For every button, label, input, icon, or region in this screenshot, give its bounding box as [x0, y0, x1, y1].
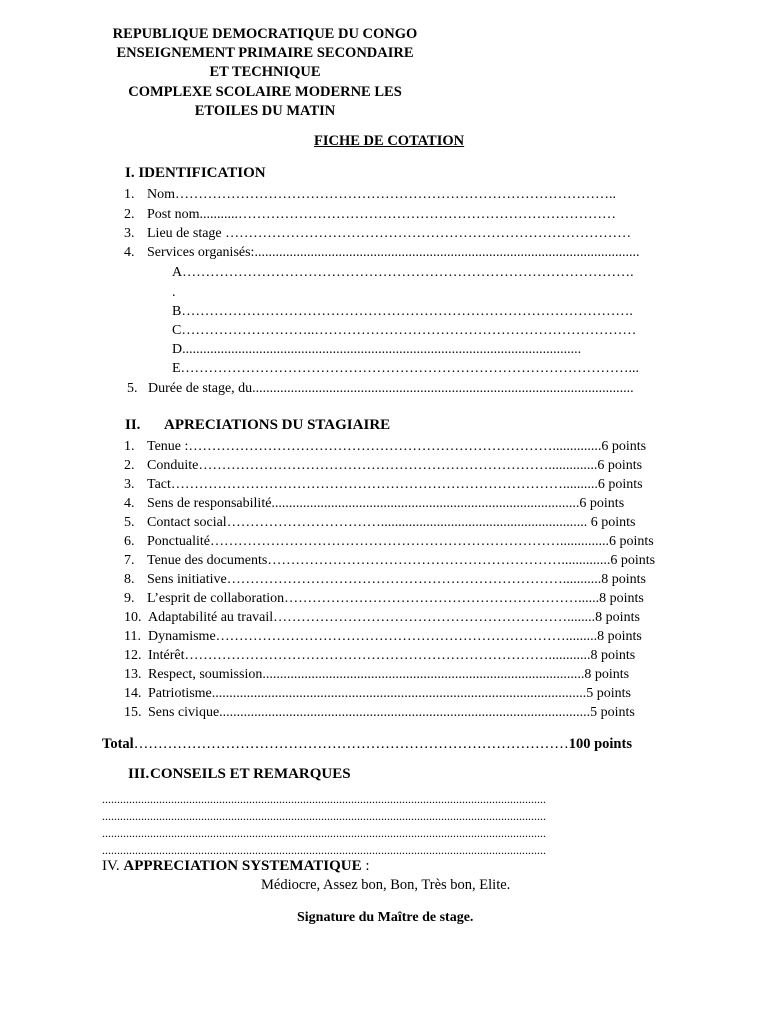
list-number: 13. [124, 667, 142, 682]
list-item-text: Intérêt……………………………………………………………………............8 points [148, 648, 636, 663]
list-number: 15. [124, 705, 142, 720]
section-conseils-heading [128, 766, 351, 783]
list-item-text: Ponctualité…………………………………………………………………..............6 points [147, 534, 654, 549]
list-item-text: Lieu de stage …………………………………………………………………………… [147, 226, 632, 241]
header-line-ministry: ENSEIGNEMENT PRIMAIRE SECONDAIRE [116, 45, 414, 61]
service-field: C………………………..…………………………………………………………… [172, 323, 637, 338]
criterion-row [124, 685, 689, 703]
list-item-text: Contact social……………………………........................................................... 6 points [147, 515, 636, 530]
appreciation-options: Médiocre, Assez bon, Bon, Très bon, Elite. [261, 877, 511, 893]
list-number: 2. [124, 458, 135, 473]
header-line-ministry-2: ET TECHNIQUE [209, 64, 321, 80]
list-number: 10. [124, 610, 142, 625]
list-number: 7. [124, 553, 135, 568]
list-number: 4. [124, 245, 135, 260]
total-row [102, 735, 692, 753]
list-item-text: Sens de responsabilité........................................................................................6 points [147, 496, 625, 511]
identification-item [124, 186, 686, 204]
list-item-text: Respect, soumission............................................................................................8 points [148, 667, 630, 682]
section-title: APPRECIATION SYSTEMATIQUE [123, 858, 362, 874]
list-item-text: Tact…………………………………………………………………………..........6 points [147, 477, 643, 492]
remarks-line[interactable]: .................................................................................................................................................... [102, 792, 546, 806]
header-line-country: REPUBLIQUE DEMOCRATIQUE DU CONGO [112, 26, 418, 42]
identification-item [124, 225, 686, 243]
criterion-row [124, 704, 689, 722]
service-field: A……………………………………………………………………………………. [172, 265, 634, 280]
section-systematique-heading [102, 858, 370, 875]
service-field: D.................................................................................................................. [172, 342, 582, 357]
list-number: 1. [124, 439, 135, 454]
list-item-text: Patriotisme...........................................................................................................5 points [148, 686, 631, 701]
list-number: 9. [124, 591, 135, 606]
section-number: IV. [102, 858, 124, 874]
list-number: 8. [124, 572, 135, 587]
criterion-row [124, 628, 689, 646]
criterion-row [124, 476, 689, 494]
total-value: 100 points [568, 736, 632, 752]
list-number: 5. [124, 515, 135, 530]
service-field: B……………………………………………………………………………………. [172, 304, 633, 319]
section-title: CONSEILS ET REMARQUES [150, 766, 351, 782]
list-number: 2. [124, 207, 135, 222]
list-number: 1. [124, 187, 135, 202]
list-item-text: Tenue des documents………………………………………………………..............6 points [147, 553, 656, 568]
list-number: 12. [124, 648, 142, 663]
section-identification-heading: I. IDENTIFICATION [125, 165, 266, 181]
duration-field [127, 380, 687, 398]
list-item-text: Nom………………………………………………………………………………….. [147, 187, 616, 202]
list-number: 14. [124, 686, 142, 701]
section-appreciations-heading [125, 417, 390, 434]
list-item-text: Adaptabilité au travail………………………………………………………........8 points [148, 610, 640, 625]
criterion-row [124, 552, 689, 570]
section-title: APRECIATIONS DU STAGIAIRE [164, 417, 391, 433]
heading-suffix: : [361, 858, 370, 874]
criterion-row [124, 647, 689, 665]
remarks-line[interactable]: .................................................................................................................................................... [102, 843, 546, 857]
total-label: Total [102, 736, 134, 752]
signature-label: Signature du Maître de stage. [297, 910, 474, 925]
list-item-text: Post nom...........……………………………………………………………………… [147, 207, 617, 222]
list-number: 5. [127, 381, 138, 396]
service-field: E……………………………………………………………………………………... [172, 361, 640, 376]
list-number: 4. [124, 496, 135, 511]
identification-item [124, 206, 686, 224]
list-item-text: Services organisés:.............................................................................................................. [147, 245, 640, 260]
total-dots: ……………………………………………………………………………… [133, 736, 569, 752]
list-number: 3. [124, 226, 135, 241]
list-item-text: Conduite…………………………………………………………………..............6 points [147, 458, 643, 473]
section-number: III. [128, 766, 150, 782]
list-item-text: Dynamisme………………………………………………………………….........8 points [148, 629, 642, 644]
identification-item [124, 244, 686, 262]
criterion-row [124, 533, 689, 551]
list-number: 11. [124, 629, 141, 644]
criterion-row [124, 514, 689, 532]
criterion-row [124, 495, 689, 513]
service-field: . [172, 285, 176, 300]
criterion-row [124, 590, 689, 608]
criterion-row [124, 609, 689, 627]
list-item-text: L’esprit de collaboration………………………………………………………......8 points [147, 591, 644, 606]
criterion-row [124, 666, 689, 684]
page-title: FICHE DE COTATION [314, 133, 465, 149]
header-line-school: COMPLEXE SCOLAIRE MODERNE LES [128, 84, 402, 100]
section-number: II. [125, 417, 141, 433]
remarks-line[interactable]: .................................................................................................................................................... [102, 826, 546, 840]
criterion-row [124, 457, 689, 475]
duration-label: Durée de stage, du............................................................................................................. [148, 381, 634, 396]
list-number: 3. [124, 477, 135, 492]
criterion-row [124, 438, 689, 456]
list-number: 6. [124, 534, 135, 549]
list-item-text: Tenue :……………………………………………………………………..............6 points [147, 439, 647, 454]
criterion-row [124, 571, 689, 589]
remarks-line[interactable]: .................................................................................................................................................... [102, 809, 546, 823]
list-item-text: Sens civique..........................................................................................................5 points [148, 705, 635, 720]
list-item-text: Sens initiative………………………………………………………………...........8 points [147, 572, 646, 587]
header-line-school-2: ETOILES DU MATIN [194, 103, 336, 119]
